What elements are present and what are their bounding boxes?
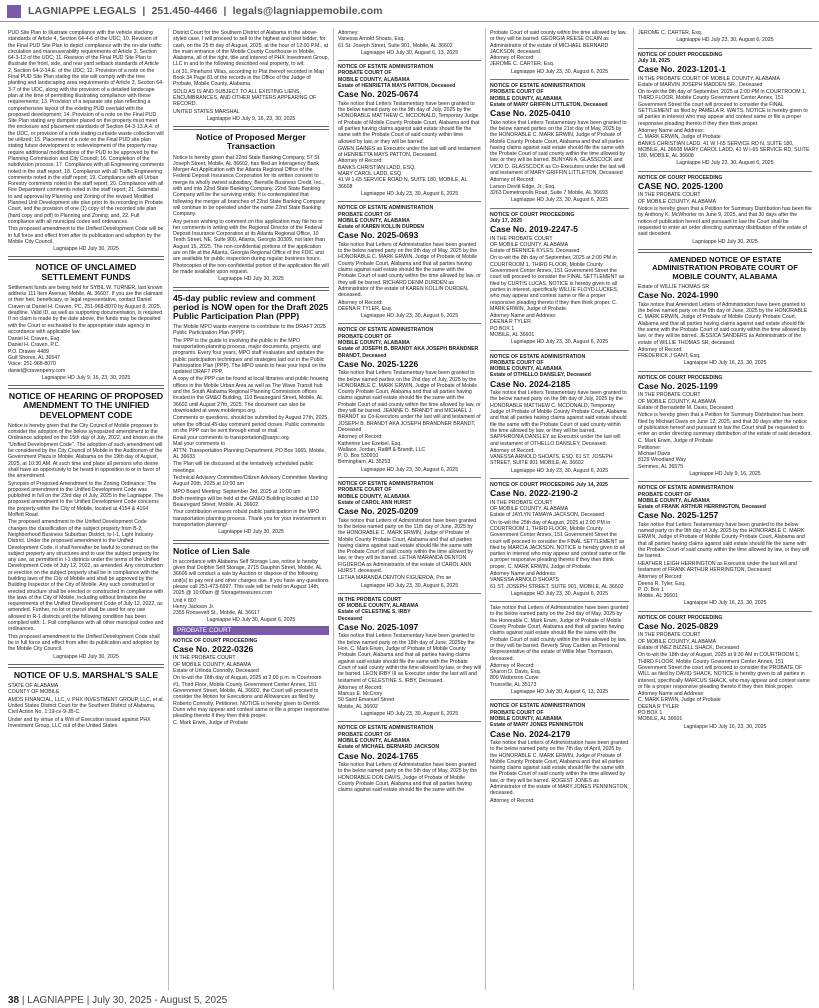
notice-text: Take notice that Letters Testamentary have been granted to the below named party on the 9th day of July, 2025 by the HONORABLE C. MARK ERWIN, Judge of Probate of Mobile County Probate Court, Alabama and that all parties having claims against said estate should file the same with the Probate Court of said county within the time allowed by law, or they will be barred. xyxy=(638,521,810,560)
notice-text: IN THE PROBATE COURT OF MOBILE COUNTY, ALABAMA Estate of Bernadette M. Davis, Deceased xyxy=(638,392,734,412)
notice-text: Take notice that Letters Testamentary have been granted to the below named parties on the 2nd day of July, 2025 by the HONORABLE C. MARK ERWIN, Judge of Probate of Mobile County Probate Court, Alabama and that all parties having claims against said estate should file the same with the Probate Court of said county within the time allowed by law, or they will be barred. JEANNE D. BRANDT and MICHAEL J. BRANDT as Co-Executors under the last will and testament of JOSEPH B. BRANDT AKA JOSEPH BRANDNER BRANDT, Deceased xyxy=(338,370,481,433)
page-footer xyxy=(0,992,819,1008)
notice-text: Email your comments to transportation@sarpc.org. Mail your comments to ATTN: Transportation Planning Department, PO Box 1665, Mobile, AL 36633 xyxy=(173,435,326,461)
page-number: 38 xyxy=(8,995,20,1006)
notice-separator xyxy=(338,477,481,478)
column-2 xyxy=(173,30,329,988)
notice-text: Settlement funds are being held for SYBIL W. TURNER, last known address 111 Item Avenue, Mobile, AL 36607. If you are the claimant or their heir, beneficiary, or legal representative, contact Daniel Craven at Daniel H. Craven, PC, 251-968-8070 by August 8, 2025, deadline. Valid ID, as well as supporting documentation, is required. If no claim is made by the date above, the funds may be deposited with the Court or escheated to the appropriate state agency in accordance with applicable law. xyxy=(8,284,164,335)
notice-text: In accordance with Alabama Self Storage Law, notice is hereby given that Dolphin Self Storage, 2715 Dauphin Street, Mobile, AL 36606 will conduct a sale by Auction or dispose of the following unit(s) to pay rent and other charges due. If you have any questions please call 251-473-6997. This sale will be held on August 14th, 2025 @ 10:00am @ Storagetreasures.com xyxy=(173,558,329,597)
notice-separator xyxy=(638,371,812,372)
notice-text: Take notice that Letters of Administration have been granted to the below named party on the 2nd day of May, 2025 by the Honorable C. Mark Erwin, Judge of Probate of Mobile County Probate Court, Alabama and that all parties having claims against said estate should file the same with the Probate Court of said county within the time allowed by law, or they will be barred. Beverly Shay Carden as Personal Representative of the estate of Willie Mae Thomason, deceased. xyxy=(490,605,629,662)
case-number: Case No. 2022-0326 xyxy=(173,644,254,655)
header-email[interactable]: legals@lagniappemobile.com xyxy=(232,5,383,17)
notice-text: Take notice that Amended Letters of Administration have been granted to the below named party on the 9th day of June, 2025 by the HONORABLE C. MARK ERWIN, Judge of Probate of Mobile County Probate Court, Alabama and that all parties having claims against said estate should file the same with the Probate Court of said county within the time allowed by law, or they will be barred. JESSICA SANDERS as Administratrix of the estate of WILLIE THOMAS SR, deceased. xyxy=(638,301,808,346)
publication-line: Lagniappe HD July 23, 30, August 6, 2025 xyxy=(510,590,609,597)
publication-line: Lagniappe HD July 23, 30, August 6, 2025 xyxy=(510,339,609,346)
notice-text: This proposed amendment to the Unified Development Code shall be in full force and effect from after its publication and adoption by the Mobile City Council. xyxy=(8,633,160,653)
notice-text: Daniel H. Craven, Esq. Daniel H. Craven, P.C. P.O. Drawer 4489 Gulf Shores, AL 36547 Voice: 251-968-8070 daniel@cravenperry.com xyxy=(8,336,66,374)
notice-separator xyxy=(490,478,629,479)
notice-text: The Mobile MPO wants everyone to contribute to the DRAFT 2025 Public Participation Plan (PPP). xyxy=(173,324,326,337)
publication-line: Lagniappe HD July 9, 16, 23, 30, 2025 xyxy=(41,374,131,381)
column-divider xyxy=(633,28,634,990)
notice-text: Notice is hereby given that a Petition for Summary Distribution has been filed by Michael Davis on June 12, 2025, and that 30 days after the notice of publication hereof and pursuant to law the Court shall be requested to enter an order directing summary distribution of the estate of said decedent. C. Mark Erwin, Judge of Probate xyxy=(638,412,812,444)
publication-line: Lagniappe HD July 30, August 6, 13, 2025 xyxy=(510,689,609,696)
publication-line: Lagniappe HD July 30, August 6, 13, 2025 xyxy=(360,49,459,56)
column-divider xyxy=(485,28,486,990)
notice-text: Technical Advisory Committee/Citizen Advisory Committee Meeting: August 20th, 2025 at 10:00 am xyxy=(173,474,329,488)
publication-line: Lagniappe HD July 30, 2025 xyxy=(692,238,758,245)
publication-line: Lagniappe HD July 16, 23, 30, 2025 xyxy=(683,723,767,730)
notice-title: NOTICE OF COURT PROCEEDING July 17, 2025 xyxy=(490,211,575,224)
column-divider xyxy=(168,28,169,990)
notice-heading: AMENDED NOTICE OF ESTATE ADMINISTRATION PROBATE COURT OF MOBILE COUNTY, ALABAMA xyxy=(652,254,798,281)
notice-text: On to-wit the 8th day of September, 2025 at 2:00 PM in COURTROOM 1, THIRD FLOOR, Mobile County Government Center Annex, 151 Government Street the court will proceed to consider the FINAL SETTLEMENT as filed by CURTIS LUCAS. NOTICE is hereby given to all parties in interest, specifically WILLIE FLOYD LUCKES, who may appear and contest same or file a proper responsive pleading thereto if they then think proper. C. MARK ERWIN, Judge of Probate. xyxy=(490,255,625,312)
notice-title: NOTICE OF COURT PROCEEDING xyxy=(173,637,258,644)
publication-line: Lagniappe HD July 30, 2025 xyxy=(218,276,284,283)
notice-separator xyxy=(490,79,629,80)
notice-separator xyxy=(638,481,812,482)
notice-title: NOTICE OF ESTATE ADMINISTRATION PROBATE COURT OF MOBILE COUNTY, ALABAMA Estate of MARY GRIFFIN LITTLETON, Deceased xyxy=(490,83,608,108)
notice-title: NOTICE OF ESTATE ADMINISTRATION PROBATE COURT OF MOBILE COUNTY, ALABAMA Estate of HENRIETTA MAYS PATTON, Deceased xyxy=(338,64,456,90)
notice-text: IN THE PROBATE COURT OF MOBILE COUNTY, ALABAMA xyxy=(638,192,717,205)
case-number: Case No. 2024-2179 xyxy=(490,728,571,739)
notice-text: The proposed amendment to the Unified Development Code changes the classification of the subject property from B-2, Neighborhood Business Suburban District, to I-1, Light Industry District. Under the proposed amendment to the Unified Development Code, it shall hereafter be lawful to construct on the subject property any structures and to use the subject property for any use, as permitted in I-1 districts under the terms of the Unified Development Code of July 12, 2022, as amended. Any construction or erection on the subject property shall be in compliance with the building laws of the City of Mobile and shall be approved by the Building Inspector of the City of Mobile. Any such constructed or erected structure shall be erected or constructed in compliance with the laws of the City of Mobile, including without limitation the requirements of the Unified Development Code of July 12, 2022, as amended. Further, no lot or parcel shall be used for any use allowed in R-1 districts until the following condition has been complied with: 1. Full compliance with all other municipal codes and ordinances. xyxy=(8,519,164,633)
notice-heading: NOTICE OF UNCLAIMED SETTLEMENT FUNDS xyxy=(35,262,137,282)
notice-text: C. Mark Erwin, Judge of Probate xyxy=(173,720,248,727)
notice-text: Attorney of Record: xyxy=(490,797,535,804)
notice-separator xyxy=(490,699,629,700)
notice-text: Attorney Name and Address: VANESSA ARNOLD SHOATS 61 ST. JOSEPH STREET, SUITE 901, MOBILE, AL 36602 xyxy=(490,571,624,590)
notice-text: JEROME C. CARTER, Esq. xyxy=(638,30,703,36)
publication-line: Lagniappe HD July 23, 30, August 6, 2025 xyxy=(676,37,774,44)
notice-title: NOTICE OF COURT PROCEEDING July 18, 2025 xyxy=(638,51,723,64)
notice-text: Attorney of Record: FREDERICK J GANT, Esq. xyxy=(638,346,701,360)
notice-heading: NOTICE OF U.S. MARSHAL'S SALE xyxy=(13,669,159,680)
page-header xyxy=(0,0,819,22)
notice-text: Take notice that Letters Testamentary have been granted to the below named party on the 9th day of July, 2025 by the HONORABLE MATTHEW C. MCDONALD, Temporary Judge of Probate of Mobile County Probate Court, Alabama and that all parties having claims against said estate should file the same with the Probate Court of said county within the time allowed by law, or they will be barred. SAPPHRONIA DANSLEY as Executrix under the last will and testament of OTHELLO DANSLEY, Deceased. xyxy=(490,390,627,447)
notice-text: On to-wit the 25th day of August, 2025 at 2:00 PM in COURTROOM 1, THIRD FLOOR, Mobile County Government Center Annex, 151 Government Street the court will proceed to consider the FINAL SETTLEMENT as filed by MARCIA JACKSON. NOTICE is hereby given to all parties in interest who may appear and contest same or file a proper responsive pleading thereto if they then think proper. C. MARK ERWIN, Judge of Probate. xyxy=(490,519,626,570)
notice-title: NOTICE OF ESTATE ADMINISTRATION PROBATE COURT OF MOBILE COUNTY, ALABAMA Estate of JOSEPH B. BRANDT AKA JOSEPH BRANDNER BRANDT, Deceased xyxy=(338,327,479,359)
notice-separator xyxy=(338,593,481,594)
header-rule xyxy=(0,21,819,22)
notice-title: NOTICE OF ESTATE ADMINISTRATION PROBATE COURT OF MOBILE COUNTY, ALABAMA Estate of MARY JONES PENNINGTON xyxy=(490,703,586,729)
notice-text: Attorney of Record: Larson Devitt Edge, Jr., Esq. 3263 Demetropolis Road, Suite 7 Mobile, AL 36693 xyxy=(490,177,608,196)
notice-title: NOTICE OF ESTATE ADMINISTRATION PROBATE COURT OF MOBILE COUNTY, ALABAMA Estate of CAROL ANN HURST xyxy=(338,481,434,506)
publication-line: Lagniappe HD July 9, 16, 23, 30, 2025 xyxy=(206,115,296,122)
notice-separator xyxy=(338,60,481,61)
notice-text: Attorney of Record: VANESSA ARNOLD SHOATS, ESQ. 61 ST. JOSEPH STREET, SUITE 901 MOBILE, AL 36602 xyxy=(490,447,613,467)
notice-heading: 45-day public review and comment period is NOW open for the Draft 2025 Public Participation Plan (PPP) xyxy=(173,292,329,321)
notice-text: Estate of WILLIE THOMAS SR xyxy=(638,284,710,291)
publication-line: Lagniappe HD July 9, 16, 2025 xyxy=(689,470,761,477)
notice-text: Attorney Name and Address: C. MARK ERWIN, Judge of Probate DEENA R TYLER PO BOX 1 MOBILE, AL 36601 xyxy=(638,691,721,723)
notice-text: Take notice that Letters of Administration have been granted to the below named party on the 11th day of June, 2025 by the HONORABLE C. MARK ERWIN, Judge of Probate of Mobile County Probate Court, Alabama and that all parties having claims against said estate should file the same with the Probate Court of said county within the time allowed by law, or they will be barred. LETHA MARANDA DENTON FIGUEROA as Administratrix of the estate of CAROL ANN HURST, deceased. xyxy=(338,517,477,574)
column-divider xyxy=(333,28,334,990)
notice-separator xyxy=(638,48,812,49)
publication-line: Lagniappe HD July 23, 30, August 6, 2025 xyxy=(510,197,609,204)
case-number: Case No. 2025-1226 xyxy=(338,358,419,369)
case-number: Case No. 2025-1097 xyxy=(338,622,419,633)
notice-text: A copy of the PPP can be found at local libraries and public housing offices in the Mobile Urban Area as well as The Wave Transit hub and the South Alabama Regional Planning Commission offices located in the GM&O Building, 110 Beauregard Street, Mobile, AL 36602 until August 27th, 2025. The document can also be downloaded at www.mobilempo.org. xyxy=(173,376,329,414)
publication-line: Lagniappe HD July 23, 30, August 6, 2025 xyxy=(360,313,459,320)
notice-text: Lot 31, Pinehurst Villas, according to Plat thereof recorded in Map Book 34 Page 81 of the records in the Office of the Judge of Probate, Mobile County, Alabama. xyxy=(173,68,325,88)
notice-text: Probate Court of said county within the time allowed by law, or they will be barred. GEORGIA REESE OCAIN as Administratrix of the estate of MICHAEL BERNARD JACKSON, deceased. Attorney of Record: JEROME C. CARTER, Esq. xyxy=(490,30,627,68)
notice-heading: NOTICE OF HEARING OF PROPOSED AMENDMENT TO THE UNIFIED DEVELOPMENT CODE xyxy=(8,391,164,420)
notice-text: Attorney: Vanessa Arnold Shoats, Esq. 61 St. Joseph Street, Suite 901, Mobile, AL 36602 xyxy=(338,30,453,49)
notice-text: Attorney of Record: Katherine Lee Ezekiel, Esq. Wallace, Jordan, Ratliff & Brandt, LLC P. O. Box 530910 Birmingham, AL 35253 xyxy=(338,434,426,466)
notice-title: NOTICE OF ESTATE ADMINISTRATION PROBATE COURT OF MOBILE COUNTY, ALABAMA Estate of KAREN KOLLIN DURDEN xyxy=(338,205,434,231)
publication-line: Lagniappe HD July 30, 2025 xyxy=(53,653,119,660)
publication-line: Lagniappe HD July 23, 30, August 6, 2025 xyxy=(360,582,459,589)
case-number: Case No. 2025-1199 xyxy=(638,381,718,392)
notice-text: IN THE PROBATE COURT OF MOBILE COUNTY, ALABAMA Estate of Urlinda Connolly, Deceased xyxy=(173,655,259,675)
case-number: Case No. 2024-1990 xyxy=(638,290,719,301)
notice-separator xyxy=(638,611,812,612)
notice-separator xyxy=(338,201,481,202)
notice-text: LETHA MARANDA DENTON FIGUEROA, Pro se xyxy=(338,575,452,582)
case-number: Case No. 2025-0674 xyxy=(338,89,419,100)
notice-text: IN THE PROBATE COURT OF MOBILE COUNTY, ALABAMA Estate of JAYLYN TAMAYA JACKSON, Deceased xyxy=(490,499,605,519)
notice-text: Synopsis of Proposed Amendment to the Zoning Ordinance: The proposed amendment to the Unified Development Code was published in full on the 23rd day of July, 2025 in the Lagniappe. The proposed amendment to the Unified Development Code concerns the property within the City of Mobile, located at 4154 & 4164 Moffett Road. xyxy=(8,480,164,519)
notice-text: District Court for the Southern District of Alabama in the above-styled case, I will proceed to sell to the highest and best bidder, for cash, on the 25 th day of August, 2025, at the hour of 12:00 P.M., at the main entrance of the Mobile County Courthouse in Mobile, Alabama, all of the right, title and interest of PHX Investment Group, LLC in and to the following described real property, to wit: xyxy=(173,30,329,68)
publication-name: LAGNIAPPE xyxy=(27,995,84,1006)
case-number: Case No. 2022-2190-2 xyxy=(490,488,578,499)
notice-text: UNITED STATES MARSHAL xyxy=(173,108,240,115)
notice-text: This proposed amendment to the Unified Development Code will be in full force and effect from after its publication and adoption by the Mobile City Council. xyxy=(8,226,164,245)
notice-separator xyxy=(638,171,812,172)
notice-text: PUD Site Plan to illustrate compliance with the vehicle stacking standards of Article 4, Section 64-4-6 of the UDC; 10. Revision of the Final PUD Site Plan to depict compliance with the on-site traffic circulation and maneuverability requirements of Article 3, Section 64-3-12 of the UDC; 11. Revision of the Final PUD Site Plan to illustrate the front, side, and rear yard setback standards of Article 2, Section 64-2-14.E. of the UDC; 12. Provision of a note on the Final PUD Site Plan stating the site will comply with the tree planting and landscaping area requirements of Article 3, Section 64-3-7 of the UDC, along with the provision of a detailed landscape plan at the time of permitting illustrating compliance with these requirements; 13. Provision of a separate site plan reflecting a comprehensive layout of the existing PUD overlaid with the proposed development; 14. Provision of a note on the Final PUD Site Plan stating any dumpster placed on the property must meet the enclosure and placement standards of Section 64-3-13.A.4. of the UDC, or provision of a note stating curbside waste collection will be utilized; 15. Placement of a note on the Final PUD site plan stating future development or redevelopment of the property may require additional modifications of the PUD to be approved by the Planning Commission and City Council; 16. Completion of the subdivision process; 17. Compliance with all Engineering comments noted in the staff report; 18. Compliance with all Traffic Engineering comments noted in the staff report; 19. Compliance with all Urban Forestry comments noted in the staff report; 20. Compliance with all Fire Department comments noted in the staff report; 21. Submittal to and approval by Planning and Zoning of the revised Modified Planned Unit Development site plan prior to its recording in Probate Court, and the provision of one (1) copy of the recorded site plan (hard copy and pdf) to Planning and Zoning; and, 22. Full compliance with all municipal codes and ordinances. xyxy=(8,30,164,225)
notice-separator xyxy=(8,256,164,260)
notice-separator xyxy=(490,350,629,351)
notice-separator xyxy=(8,385,164,389)
case-number: Case No. 2023-1201-1 xyxy=(638,64,726,75)
notice-text: Attorney of Record: Marcus E. McCrory 50 Saint Emanuel Street Mobile, AL 36602 xyxy=(338,684,395,710)
notice-text: STATE OF ALABAMA COUNTY OF MOBILE xyxy=(8,683,60,696)
notice-text: SOLD AS IS AND SUBJECT TO ALL EXISTING LIENS, ENCUMBRANCES, AND OTHER MATTERS APPEARING OF RECORD. xyxy=(173,88,317,108)
notice-text: Notice is hereby given that 22nd State Banking Company, 57 St. Joseph Street, Mobile, AL 36602, has filed an Interagency Bank Merger Act Application with the Atlanta Regional Office of the Federal Deposit Insurance Corporation for its written consent to merge its wholly owned subsidiary, Bienville Business Credit, Inc., with and into 22nd State Banking Company. 22nd State Banking Company will be the surviving entity. It is contemplated that following the merger all branches of 22nd State Banking Company will continue to be operated under the name 22nd State Banking Company. xyxy=(173,154,326,218)
case-number: Case No. 2025-0410 xyxy=(490,108,571,119)
notice-text: Attorney of Record: Sharon D. Davis, Esq. 800 Watterson Curve Trussville, AL 35173 xyxy=(490,662,542,688)
case-number: Case No. 2025-1257 xyxy=(638,510,719,521)
column-4 xyxy=(490,30,629,988)
publication-line: Lagniappe HD July 16, 23, 30, 2025 xyxy=(683,360,767,367)
notice-separator xyxy=(338,721,481,722)
notice-separator xyxy=(173,540,329,544)
notice-title: IN THE PROBATE COURT OF MOBILE COUNTY, ALABAMA Estate of CELESTINE S. IRBY Deceased xyxy=(338,596,419,622)
notice-title: NOTICE OF COURT PROCEEDING xyxy=(638,374,723,381)
notice-text: Any person wishing to comment on this application may file his or her comments in writing with the Regional Director of the Federal Deposit Insurance Corporation at its Atlanta Regional Office, 10 Tenth Street, NE, Suite 900, Atlanta, Georgia 30309, not later than August 15, 2025. The non-confidential portions of the application are on file at the Atlanta, Georgia Regional Office of the FDIC and are available for public inspection during regular business hours. Photocopies of the non-confidential portion of the application file will be made available upon request. xyxy=(173,218,329,275)
case-number: Case No. 2025-0209 xyxy=(338,506,419,517)
notice-text: Both meetings will be held at the GM&O Building located at 110 Beauregard Street, Mobile, AL 36602. xyxy=(173,495,319,509)
section-bar: PROBATE COURT xyxy=(173,626,329,635)
case-number: Case No. 2024-2185 xyxy=(490,378,571,389)
notice-text: Take notice that Letters of Administration have been granted to the below named party on the 7th day of April, 2025 by the HONORABLE C. MARK ERWIN, Judge of Probate of Mobile County Probate Court, Alabama and that all parties having claims against said estate should file the same with the Probate Court of said county within the time allowed by law, or they will be barred. ROGEST JONES as Administrator of the estate of MARY JONES PENNINGTON, deceased. xyxy=(490,739,629,797)
notice-text: On to-wit the 18th day of August, 2025 at 9:30 AM in COURTROOM 1, THIRD FLOOR, Mobile County Government Center Annex, 151 Government Street the court will proceed to consider the PROBATE OF WILL as filed by DAVID SHACK. NOTICE is hereby given to all parties in interest, specifically MARCUS SHACK, who may appear and contest same or file a proper responsive pleading thereto if they then think proper. xyxy=(638,652,810,690)
notice-separator xyxy=(490,208,629,209)
notice-text: Take notice that Letters Testamentary have been granted to the below named party on the 18th day of June, 2025by the Hon. C. Mark Erwin, Judge of Probate of Mobile County Probate Court, Alabama and that all parties having claims against said estate should file the same with the Probate Court of said county within the time allowed by law, or they will be barred. LEON IRBY III as Executor under the last will and testament of CELESTINE S. IRBY, Deceased. xyxy=(338,633,481,684)
notice-text: MPO Board Meeting: September 3rd, 2025 at 10:00 am xyxy=(173,488,301,495)
notice-text: On to-wit the 8th day of September, 2025 at 2:00 PM in COURTROOM 1, THIRD FLOOR, Mobile County Government Center Annex, 151 Government Street the court will proceed to consider the FINAL SETTLEMENT as filed by PAMELA R. WAITS. NOTICE is hereby given to all parties in interest who may appear and contest same or file a proper responsive pleading thereto if they then think proper. xyxy=(638,89,808,127)
notice-text: Attorney Name and Address: C. MARK ERWIN, Judge of Probate BANKS CHRISTIAN LADD, 41 W I-65 SERVICE RD N, SUITE 180, MOBILE, AL 36608 MARY CAROL LADD, 41 W I-65 SERVICE RD, SUITE 180, MOBILE, AL 36608 xyxy=(638,127,810,160)
notice-text: IN THE PROBATE COURT OF MOBILE COUNTY, ALABAMA Estate of BERNICE KYLES, Deceased xyxy=(490,235,580,255)
notice-text: On to-wit the 18th day of August, 2025 at 2:00 p.m. in Courtroom #1, Third Floor, Mobile County Government Center Annex, 151 Government Street, Mobile, AL 36602, the Court will proceed to consider the Motion for Executions and Allowances as filed by Roberto Connolly, Petitioner. NOTICE is hereby given to Derrick Dunn who may appear and contest same or file a proper responsive pleading thereto if they then think proper. xyxy=(173,675,329,720)
column-5 xyxy=(638,30,812,988)
notice-text: The Plan will be discussed at the tentatively scheduled public meetings: xyxy=(173,461,314,474)
issue-dates: July 30, 2025 - August 5, 2025 xyxy=(92,995,228,1006)
case-number: Case No. 2024-1765 xyxy=(338,750,419,761)
notice-heading: Notice of Proposed Merger Transaction xyxy=(196,132,306,152)
notice-text: Attorney of Record: Deena R. Tyler, Esq. P. O. Box 1 Mobile, AL 36601 xyxy=(638,574,686,600)
case-number: Case No. 2025-0829 xyxy=(638,621,719,632)
publication-line: Lagniappe HD July 23, 30, August 6, 2025 xyxy=(676,160,774,167)
case-number: Case No. 2019-2247-5 xyxy=(490,224,578,235)
publication-line: Lagniappe HD July 30, August 6, 2025 xyxy=(206,617,296,624)
notice-title: NOTICE OF COURT PROCEEDING July 14, 2025 xyxy=(490,482,608,489)
notice-separator xyxy=(8,664,164,668)
section-title: LAGNIAPPE LEGALS xyxy=(28,5,137,17)
notice-separator xyxy=(490,601,629,602)
notice-text: Take notice that Letters of Administration have been granted to the below named party on the 9th day of May, 2025 by the HONORABLE C. MARK ERWIN, Judge of Probate of Mobile County Probate Court, Alabama and that all parties having claims against said estate should file the same with the Probate Court of said county within the time allowed by law, or they will be barred. RICHARD DENM DURDEN as Administrator of the estate of KAREN KOLLIN DURDEN, deceased. xyxy=(338,241,481,299)
publication-line: Lagniappe HD July 30, 2025 xyxy=(218,529,284,536)
publication-line: Lagniappe HD July 30, 2025 xyxy=(53,246,119,253)
case-number: Case No. 2025-0693 xyxy=(338,230,419,241)
publication-line: Lagniappe HD July 23, 30, August 6, 2025 xyxy=(510,467,609,474)
column-3 xyxy=(338,30,481,988)
notice-title: NOTICE OF ESTATE ADMINISTRATION PROBATE COURT OF MOBILE COUNTY, ALABAMA Estate of FRANK ARTHUR HERRINGTON, Deceased xyxy=(638,485,766,511)
notice-text: The PPP is the guide to involving the public in the MPO transportation planning process, major documents, projects, and programs. Every four years, MPO staff evaluates and updates the public participation techniques and strategies laid out in the Public Participation Plan (PPP). The MPO wants to hear your input on the updated DRAFT PPP. xyxy=(173,337,327,376)
header-text: LAGNIAPPE LEGALS | 251.450-4466 | legals@lagniappemobile.com xyxy=(28,5,383,17)
notice-text: GWEN GAINES as Executrix under the last will and testament of HENRIETTA MAYS PATTON, Deceased. Attorney of Record: BANKS CHRISTIAN LADD, ESQ. MARY CAROL LADD, ESQ. 41 W 1-65 SERVICE ROAD N, SUITE 180, MOBILE, AL 36608 xyxy=(338,145,481,190)
notice-text: Attorney Name and Address: DEENA R TYLER PO BOX 1 MOBILE, AL 36601 xyxy=(490,313,557,338)
notice-heading: Notice of Lien Sale xyxy=(173,545,250,556)
header-phone: 251.450-4466 xyxy=(151,5,218,17)
notice-text: Unit # 807 Henry Jackson Jr. 2355 Roosevelt St., Mobile, AL 36617 xyxy=(173,597,260,617)
publication-line: Lagniappe HD July 23, 30, August 6, 2025 xyxy=(360,711,459,718)
publication-line: Lagniappe HD July 23, 30, August 6, 2025 xyxy=(360,190,459,197)
notice-text: Take notice that Letters Testamentary have been granted to the below named party on the 9th day of July, 2025 by the HONORABLE MATTHEW C. MCDONALD, Temporary Judge of Probate of Mobile County Probate Court, Alabama and that all parties having claims against said estate should file the same with the Probate Court of said county within time allowed by law, or they will be barred. xyxy=(338,100,480,145)
notice-text: Notice is hereby given that a Petition for Summary Distribution has been file by Anthony K. McWhorter on June 9, 2025, and that 30 days after the notice of publication hereof and pursuant to law the Court shall be requested to enter an order directing summary distribution of the estate of said decedent. xyxy=(638,206,812,238)
notice-text: Petitioner: Michael Davis 8129 Woodland Way Semmes, AL 36575 xyxy=(638,444,686,470)
notice-title: NOTICE OF ESTATE ADMINISTRATION PROBATE COURT OF MOBILE COUNTY, ALABAMA Estate of MICHAEL BERNARD JACKSON xyxy=(338,725,440,751)
notice-separator xyxy=(638,249,812,253)
notice-title: NOTICE OF COURT PROCEEDING xyxy=(638,614,723,621)
publication-line: Lagniappe HD July 16, 23, 30, 2025 xyxy=(683,600,767,607)
notice-text: Notice is hereby given that the City Council of Mobile proposes to consider the adoption of the below synopsized amendment to the Ordinance adopted on the 15th day of July, 2022, and known as the "Unified Development Code". The adoption of such amendment will be considered by the City Council of Mobile in the Auditorium of the Government Plaza in Mobile, Alabama on the 19th day of August, 2025, at 10:30 AM. At such time and place all persons who desire shall have an opportunity to be heard in opposition to or in favor of the amendment. xyxy=(8,422,164,480)
notice-title: NOTICE OF COURT PROCEEDING xyxy=(638,174,723,181)
notice-text: HEATHER LEIGH HERRINGTON as Executrix under the last will and testament of FRANK ARTHUR HERRINGTON, Deceased xyxy=(638,560,797,573)
case-number: CASE NO. 2025-1200 xyxy=(638,181,724,192)
notice-title: NOTICE OF ESTATE ADMINISTRATION PROBATE COURT OF MOBILE COUNTY, ALABAMA Estate of OTHELLO DANSLEY, Deceased xyxy=(490,353,591,379)
section-marker-icon xyxy=(7,5,21,18)
notice-text: AMOS FINANCIAL, LLC, v. PHX INVESTMENT GROUP, LLC, et al. United States District Court for the Southern District of Alabama, Civil Action No. 1:19-cv-9-JB-C. xyxy=(8,696,164,716)
notice-text: Under and by virtue of a Writ of Execution issued against PHX Investment Group, LLC out of the United States xyxy=(8,716,151,729)
notice-text: Take notice that Letters Testamentary have been granted to the below named parties on the 21st day of May, 2025 by the HONORABLE C. MARK ERWIN, Judge of Probate of Mobile County Probate Court, Alabama and that all parties having claims against said estate should file the same with the Probate Court of said county within the time allowed by law, or they will be barred. BUNYAN A. GLASSCOCK and VICKI D. GLASSCOCK as Co-Executors under the last will and testament of MARY GRIFFIN LITTLETON, Deceased xyxy=(490,119,627,177)
notice-separator xyxy=(338,323,481,324)
footer-text: 38 | LAGNIAPPE | July 30, 2025 - August 5, 2025 xyxy=(8,995,228,1006)
notice-separator xyxy=(173,126,329,130)
publication-line: Lagniappe HD July 23, 30, August 6, 2025 xyxy=(360,466,459,473)
notice-text: Attorney of Record: DEENA R TYLER, Esq. xyxy=(338,299,393,312)
notice-text: IN THE PROBATE COURT OF MOBILE COUNTY, ALABAMA Estate of INEZ BIZZELL SHACK, Deceased xyxy=(638,632,740,652)
publication-line: Lagniappe HD July 23, 30, August 6, 2025 xyxy=(510,68,609,75)
notice-text: Take notice that Letters of Administration have been granted to the below named party on the 5th day of May, 2025 by the HONORABLE DON DAVIS, Judge of Probate of Mobile County Probate Court, Alabama and that all parties having claims against said estate should file the same with the xyxy=(338,761,478,794)
notice-text: Comments or questions, should be submitted by August 27th, 2025, when the official 45-day comment period closes. Public comments on the PPP can be sent through email or mail. xyxy=(173,415,329,434)
notice-separator xyxy=(173,287,329,291)
notice-text: Your contribution ensures robust public participation in the MPO transportation planning process. Thank you for your involvement in transportation planning! xyxy=(173,509,327,529)
column-1 xyxy=(8,30,164,988)
notice-text: IN THE PROBATE COURT OF MOBILE COUNTY, ALABAMA Estate of MARVIN JOSEPH MADDEN SR., Deceased xyxy=(638,75,780,88)
